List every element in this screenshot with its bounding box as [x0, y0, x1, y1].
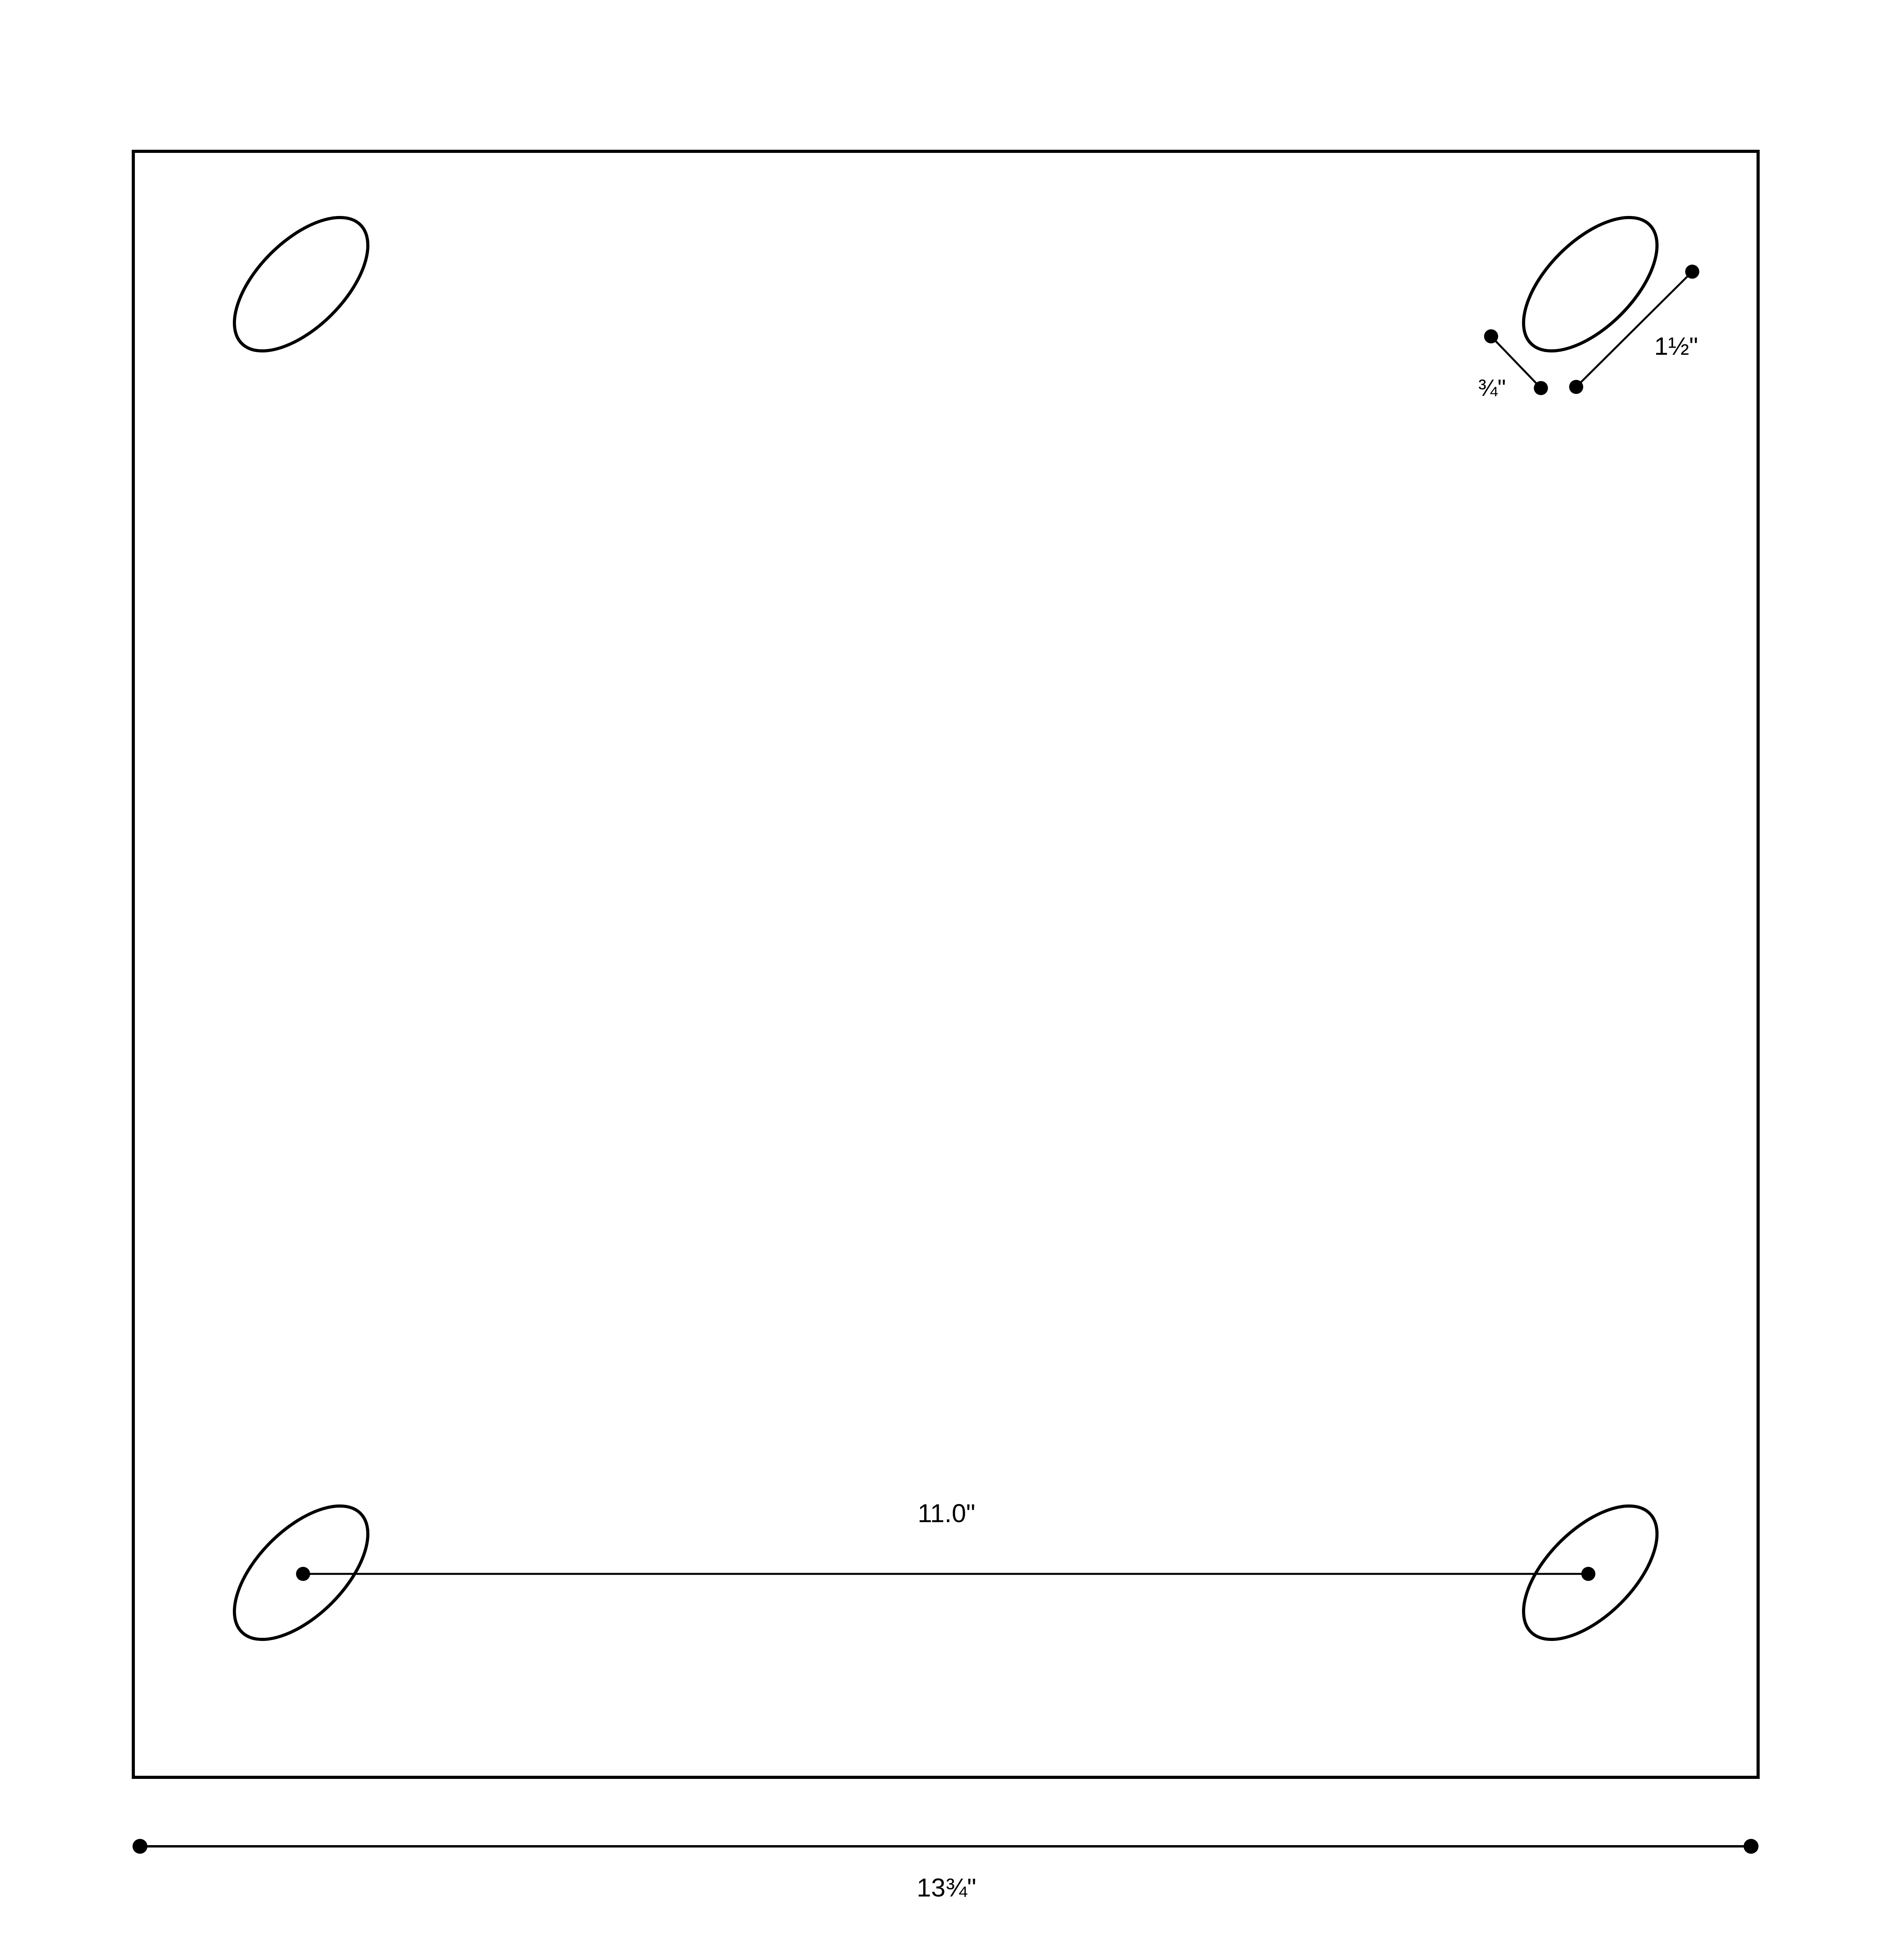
anchor-slot-top-right — [1501, 194, 1680, 374]
hole-spacing-label: 11.0" — [917, 1499, 976, 1528]
slot-length-dimension — [1569, 265, 1699, 394]
overall-width-dimension — [133, 1839, 1758, 1854]
slot-width-label: ¾" — [1478, 375, 1506, 401]
plate-outline — [133, 151, 1758, 1777]
slot-length-label: 1½" — [1654, 332, 1698, 360]
overall-width-label: 13¾" — [917, 1873, 976, 1902]
hole-spacing-dimension — [296, 1567, 1595, 1581]
anchor-slot-top-left — [211, 194, 391, 374]
